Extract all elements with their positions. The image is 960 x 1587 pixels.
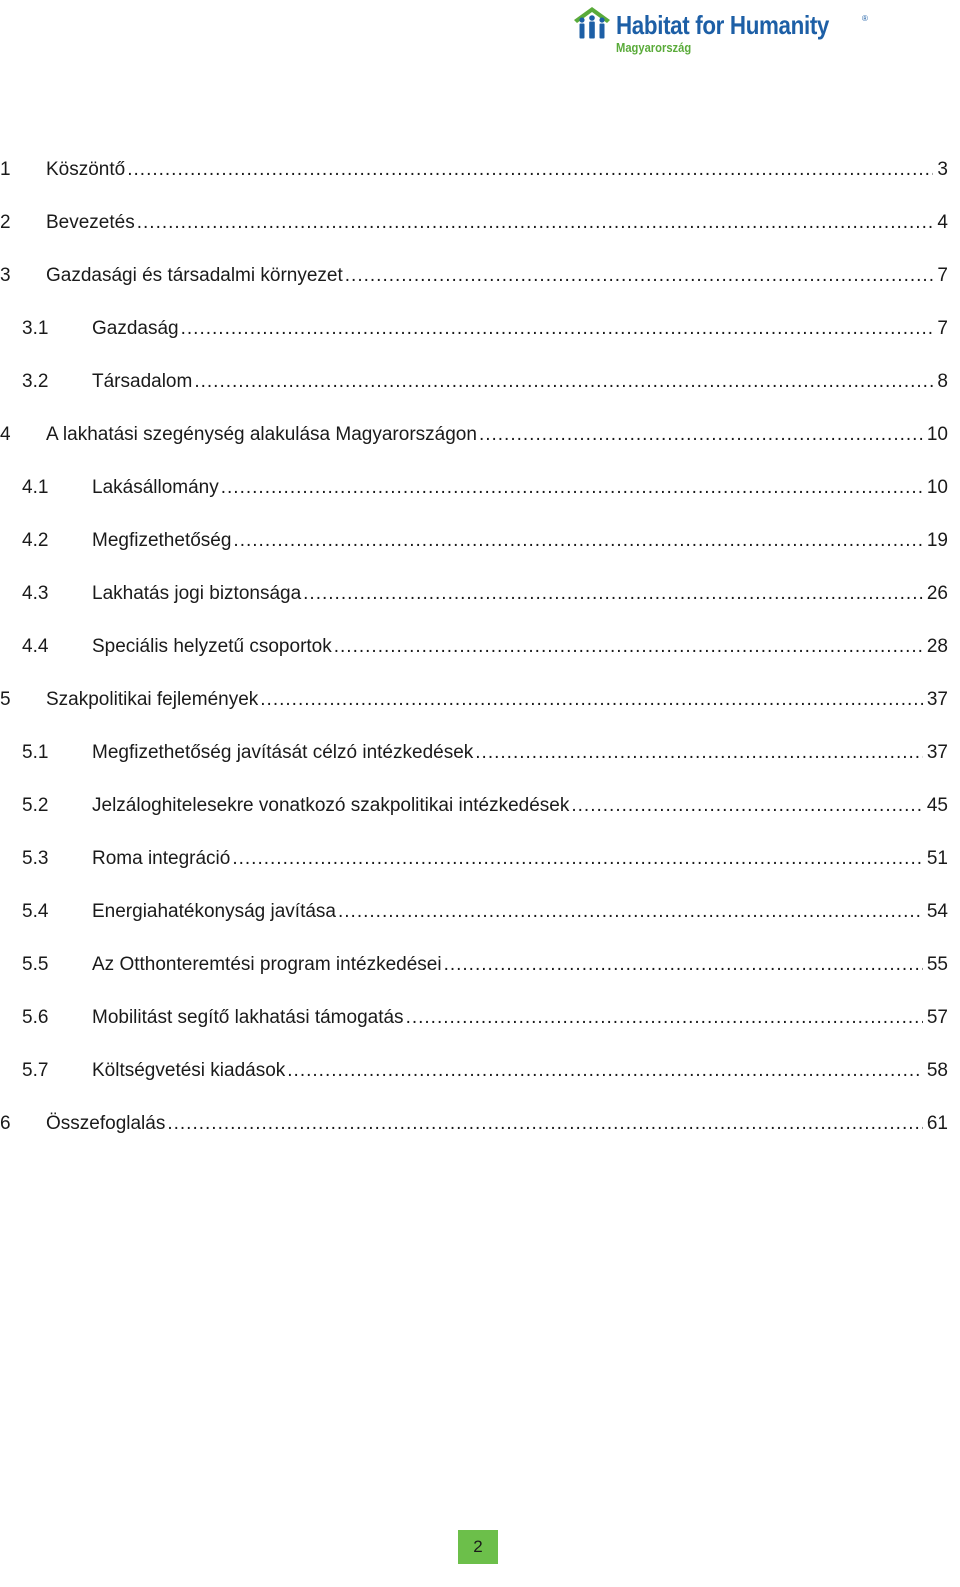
toc-entry-number: 5.1 [22,742,49,763]
dot-leader [260,689,923,711]
house-people-icon [572,4,616,44]
toc-entry-title: Szakpolitikai fejlemények [46,689,259,710]
toc-entry-title: Az Otthonteremtési program intézkedései [92,954,442,975]
toc-entry-title: Gazdaság [92,318,179,339]
toc-entry[interactable] [0,318,960,348]
toc-entry-number: 3.2 [22,371,49,392]
toc-entry-page: 37 [926,689,948,710]
toc-entry-page: 28 [926,636,948,657]
toc-entry-page: 10 [926,477,948,498]
toc-entry-title: Energiahatékonyság javítása [92,901,336,922]
toc-entry-title: Társadalom [92,371,193,392]
toc-entry-number: 4.1 [22,477,49,498]
dot-leader [127,159,933,181]
logo-wordmark: Habitat for Humanity [616,10,830,40]
toc-entry[interactable] [0,583,960,613]
toc-entry-title: A lakhatási szegénység alakulása Magyarországon [46,424,477,445]
toc-entry-number: 5.3 [22,848,49,869]
dot-leader [444,954,923,976]
dot-leader [167,1113,923,1135]
toc-entry-number: 4.4 [22,636,49,657]
toc-entry[interactable] [0,265,960,295]
toc-entry-number: 5.7 [22,1060,49,1081]
toc-entry-number: 6 [0,1113,11,1134]
toc-entry[interactable] [0,954,960,984]
toc-entry[interactable] [0,477,960,507]
logo-country: Magyarország [616,40,692,55]
toc-entry[interactable] [0,689,960,719]
dot-leader [406,1007,923,1029]
dot-leader [287,1060,923,1082]
toc-entry-page: 19 [926,530,948,551]
dot-leader [233,530,922,552]
toc-entry[interactable] [0,1007,960,1037]
toc-entry-page: 7 [937,318,948,339]
toc-entry-title: Költségvetési kiadások [92,1060,286,1081]
toc-entry-page: 45 [926,795,948,816]
dot-leader [338,901,923,923]
registered-mark: ® [862,14,868,23]
toc-entry[interactable] [0,1060,960,1090]
toc-entry-title: Lakásállomány [92,477,219,498]
toc-entry-number: 4.2 [22,530,49,551]
toc-entry-number: 5.4 [22,901,49,922]
toc-entry[interactable] [0,848,960,878]
toc-entry-page: 57 [926,1007,948,1028]
toc-entry-page: 7 [937,265,948,286]
toc-entry-title: Összefoglalás [46,1113,166,1134]
toc-entry-page: 10 [926,424,948,445]
toc-entry-title: Bevezetés [46,212,135,233]
toc-entry-page: 37 [926,742,948,763]
toc-entry[interactable] [0,371,960,401]
dot-leader [194,371,933,393]
toc-entry-number: 3 [0,265,11,286]
toc-entry[interactable] [0,742,960,772]
toc-entry-page: 54 [926,901,948,922]
toc-entry[interactable] [0,901,960,931]
toc-entry-number: 4 [0,424,11,445]
toc-entry-title: Mobilitást segítő lakhatási támogatás [92,1007,404,1028]
toc-entry-page: 51 [926,848,948,869]
toc-entry-title: Köszöntő [46,159,126,180]
toc-entry-number: 4.3 [22,583,49,604]
dot-leader [334,636,923,658]
habitat-logo [572,4,882,60]
toc-entry[interactable] [0,1113,960,1143]
dot-leader [475,742,923,764]
toc-entry[interactable] [0,159,960,189]
toc-entry[interactable] [0,530,960,560]
dot-leader [571,795,922,817]
dot-leader [181,318,934,340]
toc-entry-title: Roma integráció [92,848,231,869]
toc-entry[interactable] [0,424,960,454]
toc-entry-number: 2 [0,212,11,233]
dot-leader [232,848,923,870]
toc-entry-page: 4 [937,212,948,233]
toc-entry-page: 55 [926,954,948,975]
dot-leader [479,424,923,446]
toc-entry-title: Megfizethetőség [92,530,232,551]
page-number-badge: 2 [458,1530,498,1564]
toc-entry-number: 5.5 [22,954,49,975]
toc-entry-page: 58 [926,1060,948,1081]
toc-entry-number: 5.2 [22,795,49,816]
dot-leader [303,583,923,605]
toc-entry[interactable] [0,212,960,242]
toc-entry[interactable] [0,636,960,666]
toc-entry-page: 26 [926,583,948,604]
toc-entry-number: 1 [0,159,11,180]
toc-entry-number: 5.6 [22,1007,49,1028]
toc-entry-page: 8 [937,371,948,392]
toc-entry-number: 3.1 [22,318,49,339]
toc-entry-title: Jelzáloghitelesekre vonatkozó szakpolitikai intézkedések [92,795,570,816]
toc-entry-page: 61 [926,1113,948,1134]
toc-entry[interactable] [0,795,960,825]
toc-entry-title: Lakhatás jogi biztonsága [92,583,302,604]
toc-entry-title: Speciális helyzetű csoportok [92,636,332,657]
toc-entry-title: Gazdasági és társadalmi környezet [46,265,343,286]
toc-entry-page: 3 [937,159,948,180]
dot-leader [345,265,934,287]
dot-leader [221,477,923,499]
toc-entry-number: 5 [0,689,11,710]
toc-entry-title: Megfizethetőség javítását célzó intézkedések [92,742,474,763]
dot-leader [137,212,934,234]
